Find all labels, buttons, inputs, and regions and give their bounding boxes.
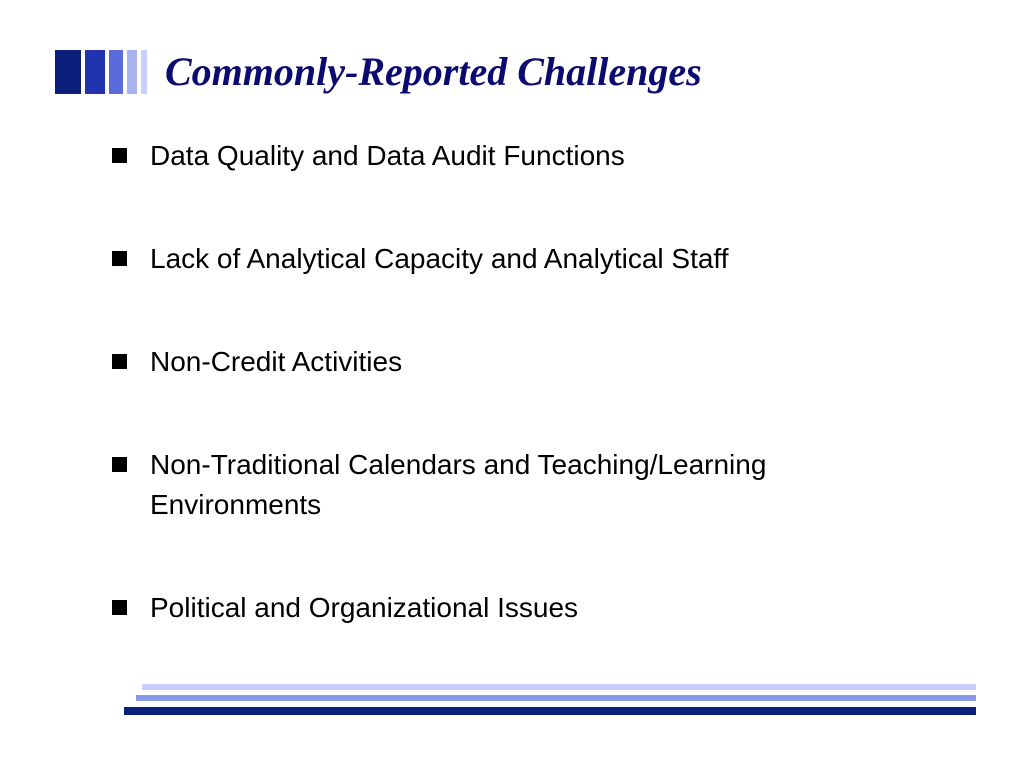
footer-line-navy <box>124 707 976 715</box>
bullet-text: Political and Organizational Issues <box>150 592 579 623</box>
bullet-item <box>112 342 972 382</box>
square-bullet-icon <box>112 600 127 615</box>
decoration-bar-blue <box>85 50 105 94</box>
square-bullet-icon <box>112 251 127 266</box>
bullet-text: Data Quality and Data Audit Functions <box>150 140 625 171</box>
bullet-text: Non-Traditional Calendars and Teaching/Learning Environments <box>150 449 767 520</box>
decoration-bar-lighter <box>141 50 147 94</box>
square-bullet-icon <box>112 457 127 472</box>
bullet-item <box>112 588 972 628</box>
bullet-item <box>112 136 972 176</box>
bullet-text: Lack of Analytical Capacity and Analytical Staff <box>150 243 729 274</box>
title-decoration-bars <box>55 50 147 94</box>
bullet-list <box>112 136 972 628</box>
bullet-item <box>112 445 972 525</box>
decoration-bar-light <box>127 50 137 94</box>
bullet-text: Non-Credit Activities <box>150 346 403 377</box>
square-bullet-icon <box>112 148 127 163</box>
bullet-item <box>112 239 972 279</box>
decoration-bar-medium <box>109 50 123 94</box>
slide-title: Commonly-Reported Challenges <box>165 49 702 94</box>
square-bullet-icon <box>112 354 127 369</box>
footer-line-lighter <box>142 684 976 690</box>
footer-line-light <box>136 695 976 701</box>
decoration-bar-navy <box>55 50 81 94</box>
